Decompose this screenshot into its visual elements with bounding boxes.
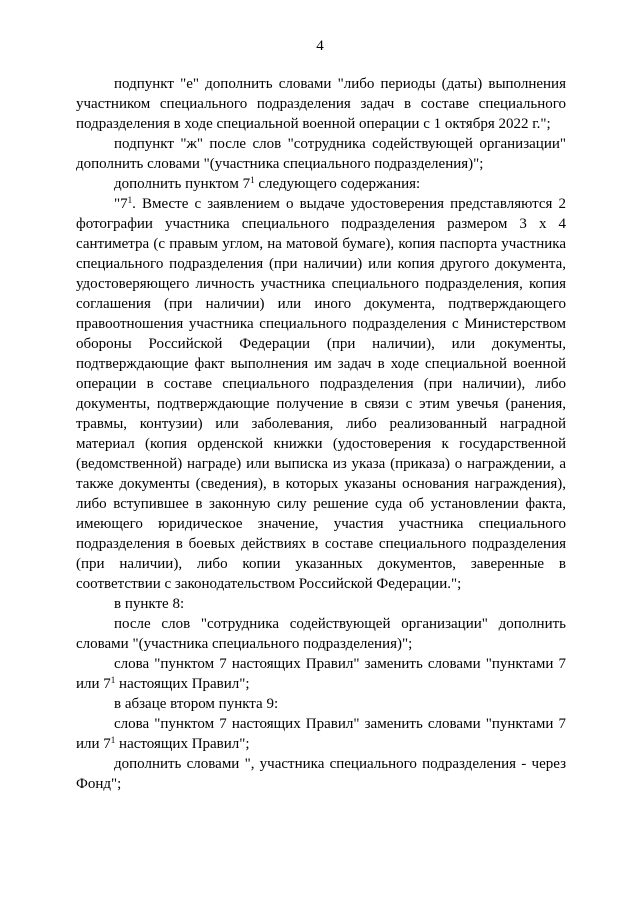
paragraph-text: в пункте 8: xyxy=(114,596,185,612)
paragraph-text: следующего содержания: xyxy=(254,176,421,192)
paragraph-add-words xyxy=(76,754,566,794)
paragraph-text: слова "пунктом 7 настоящих Правил" заменить словами "пунктами 7 или 7 xyxy=(76,656,566,692)
paragraph-subpoint-e xyxy=(76,74,566,134)
paragraph-point-9 xyxy=(76,694,566,714)
paragraph-replace-words-1 xyxy=(76,654,566,694)
paragraph-text: . Вместе с заявлением о выдаче удостоверения представляются 2 фотографии участника специального подразделения размером 3 х 4 сантиметра (с правым углом, на матовой бумаге), копия паспорта участника специального подразделения (при наличии) или копия другого документа, удостоверяющего личность участника специального подразделения, копия соглашения (при наличии) или иного документа, подтверждающего правоотношения участника специального подразделения с Министерством обороны Российской Федерации (при наличии), или документы, подтверждающие факт выполнения им задач в ходе специальной военной операции в составе специального подразделения (при наличии), либо документы, подтверждающие получение в связи с этим увечья (ранения, травмы, контузии) или заболевания, либо реализованный наградной материал (копия орденской книжки (удостоверения к государственной (ведомственной) награде) или выписка из указа (приказа) о награждении, а также документы (сведения), в которых указаны основания награждения), либо вступившее в законную силу решение суда об установлении факта, имеющего юридическое значение, участия участника специального подразделения в боевых действиях в составе специального подразделения (при наличии), либо копии указанных документов, заверенные в соответствии с законодательством Российской Федерации."; xyxy=(76,196,566,592)
paragraph-text: дополнить словами ", участника специального подразделения - через Фонд"; xyxy=(76,756,566,792)
superscript: 1 xyxy=(110,735,116,745)
document-body xyxy=(76,74,566,794)
paragraph-text: настоящих Правил"; xyxy=(115,736,250,752)
superscript: 1 xyxy=(250,175,255,185)
page-number: 4 xyxy=(316,38,324,54)
paragraph-point-7-1 xyxy=(76,194,566,594)
paragraph-after-words xyxy=(76,614,566,654)
paragraph-text: подпункт "ж" после слов "сотрудника содействующей организации" дополнить словами "(участника специального подразделения)"; xyxy=(76,136,566,172)
superscript: 1 xyxy=(110,675,116,685)
paragraph-point-8 xyxy=(76,594,566,614)
paragraph-text: дополнить пунктом 7 xyxy=(114,176,251,192)
paragraph-subpoint-zh xyxy=(76,134,566,174)
paragraph-text: слова "пунктом 7 настоящих Правил" заменить словами "пунктами 7 или 7 xyxy=(76,716,566,752)
paragraph-text: настоящих Правил"; xyxy=(115,676,250,692)
paragraph-text: подпункт "е" дополнить словами "либо периоды (даты) выполнения участником специального подразделения задач в составе специального подразделения в ходе специальной военной операции с 1 октября 2022 г."; xyxy=(76,76,566,132)
paragraph-text: после слов "сотрудника содействующей организации" дополнить словами "(участника специального подразделения)"; xyxy=(76,616,566,652)
paragraph-replace-words-2 xyxy=(76,714,566,754)
paragraph-add-point xyxy=(76,174,566,194)
paragraph-text: "7 xyxy=(114,196,128,212)
paragraph-text: в абзаце втором пункта 9: xyxy=(114,696,279,712)
superscript: 1 xyxy=(127,195,133,205)
